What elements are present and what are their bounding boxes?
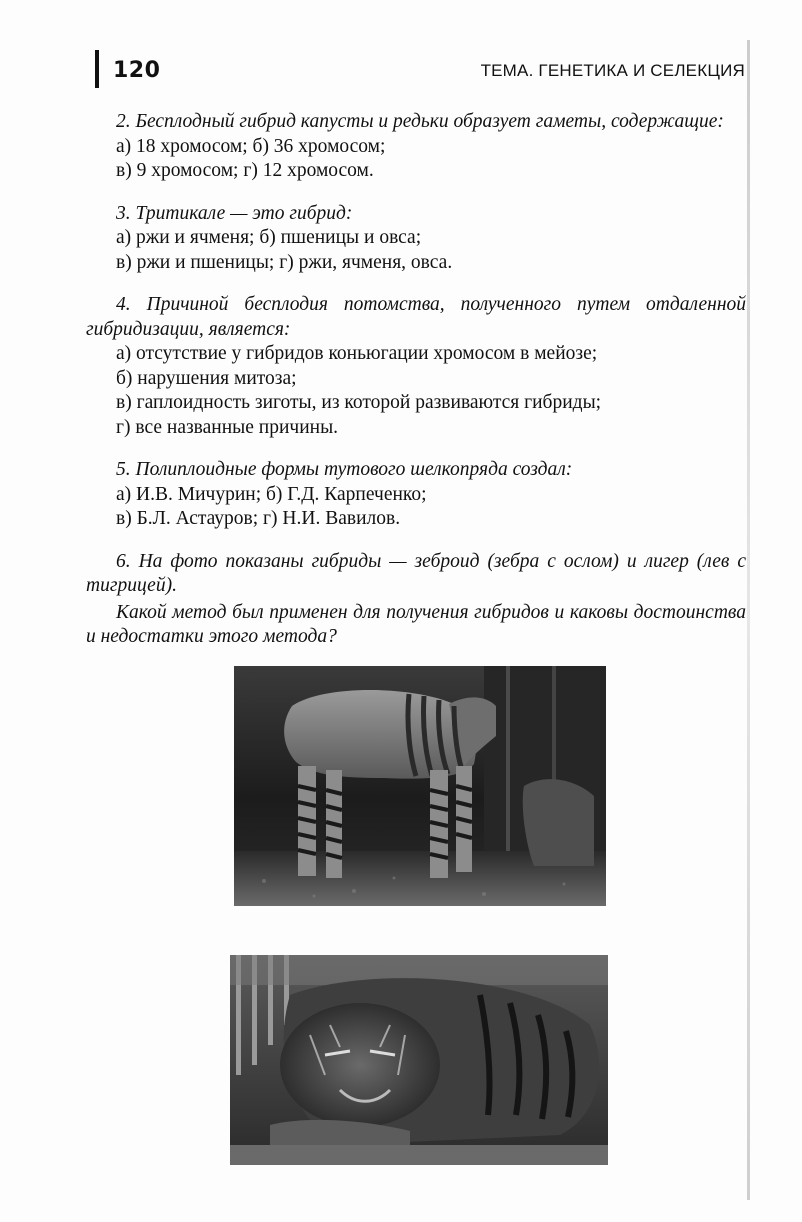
liger-photo (230, 955, 608, 1165)
question-6 (86, 550, 746, 650)
question-title: 2. Бесплодный гибрид капусты и редьки образует гаметы, содержащие: (116, 111, 724, 132)
answer-options: а) И.В. Мичурин; б) Г.Д. Карпеченко; (116, 483, 427, 505)
question-title: 5. Полиплоидные формы тутового шелкопряда создал: (116, 459, 573, 480)
header-rule (95, 50, 99, 88)
question-title: 6. На фото показаны гибриды — зеброид (зебра с ослом) и лигер (лев с тигрицей). (86, 550, 746, 596)
answer-option: в) гаплоидность зиготы, из которой развиваются гибриды; (116, 392, 602, 413)
question-title: 4. Причиной бесплодия потомства, полученного путем отдаленной гибридизации, является: (86, 294, 746, 340)
answer-options: в) Б.Л. Астауров; г) Н.И. Вавилов. (116, 508, 401, 529)
answer-options: а) ржи и ячменя; б) пшеницы и овса; (116, 227, 422, 248)
page-header (95, 50, 745, 90)
zebroid-photo (234, 666, 606, 906)
question-4 (86, 293, 746, 440)
running-title: ТЕМА. ГЕНЕТИКА И СЕЛЕКЦИЯ (480, 61, 745, 80)
answer-options: в) 9 хромосом; г) 12 хромосом. (116, 160, 374, 181)
answer-options: в) ржи и пшеницы; г) ржи, ячменя, овса. (116, 251, 453, 273)
question-prompt: Какой метод был применен для получения гибридов и каковы достоинства и недостатки этого метода? (86, 601, 746, 647)
page-number: 120 (113, 58, 161, 83)
question-3 (86, 202, 746, 276)
question-5 (86, 458, 746, 532)
question-2 (86, 110, 746, 184)
answer-option: г) все названные причины. (116, 416, 339, 438)
answer-options: а) 18 хромосом; б) 36 хромосом; (116, 135, 386, 157)
question-title: 3. Тритикале — это гибрид: (116, 202, 353, 224)
questions-block (86, 110, 746, 668)
answer-option: а) отсутствие у гибридов коньюгации хромосом в мейозе; (116, 343, 598, 364)
page-edge (747, 40, 750, 1200)
answer-option: б) нарушения митоза; (116, 367, 297, 389)
